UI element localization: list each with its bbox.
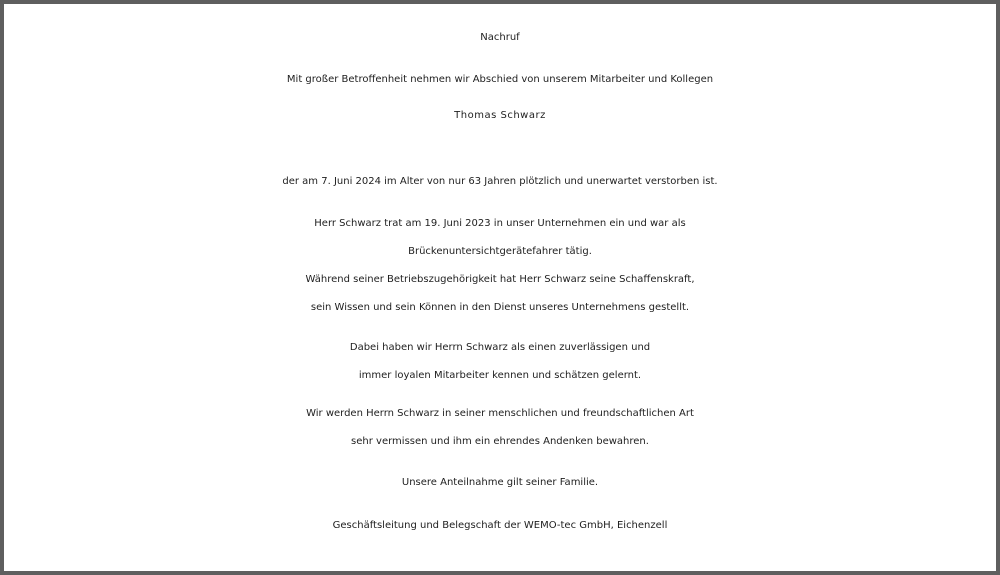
paragraph-line: Brückenuntersichtgerätefahrer tätig. bbox=[408, 246, 592, 257]
obituary-notice bbox=[4, 4, 996, 571]
signature-line: Geschäftsleitung und Belegschaft der WEMO-tec GmbH, Eichenzell bbox=[332, 520, 668, 531]
paragraph-line: Wir werden Herrn Schwarz in seiner menschlichen und freundschaftlichen Art bbox=[306, 408, 694, 419]
notice-heading: Nachruf bbox=[480, 32, 520, 43]
intro-line: Mit großer Betroffenheit nehmen wir Abschied von unserem Mitarbeiter und Kollegen bbox=[286, 74, 714, 85]
paragraph-line: immer loyalen Mitarbeiter kennen und schätzen gelernt. bbox=[358, 370, 642, 381]
deceased-name: Thomas Schwarz bbox=[454, 110, 546, 121]
paragraph-line: Herr Schwarz trat am 19. Juni 2023 in unser Unternehmen ein und war als bbox=[314, 218, 686, 229]
death-date-line: der am 7. Juni 2024 im Alter von nur 63 Jahren plötzlich und unerwartet verstorben ist. bbox=[282, 176, 718, 187]
paragraph-line: Dabei haben wir Herrn Schwarz als einen zuverlässigen und bbox=[349, 342, 651, 353]
paragraph-line: sein Wissen und sein Können in den Dienst unseres Unternehmens gestellt. bbox=[310, 302, 690, 313]
paragraph-line: Unsere Anteilnahme gilt seiner Familie. bbox=[401, 477, 599, 488]
paragraph-line: sehr vermissen und ihm ein ehrendes Andenken bewahren. bbox=[351, 436, 649, 447]
paragraph-line: Während seiner Betriebszugehörigkeit hat Herr Schwarz seine Schaffenskraft, bbox=[305, 274, 695, 285]
